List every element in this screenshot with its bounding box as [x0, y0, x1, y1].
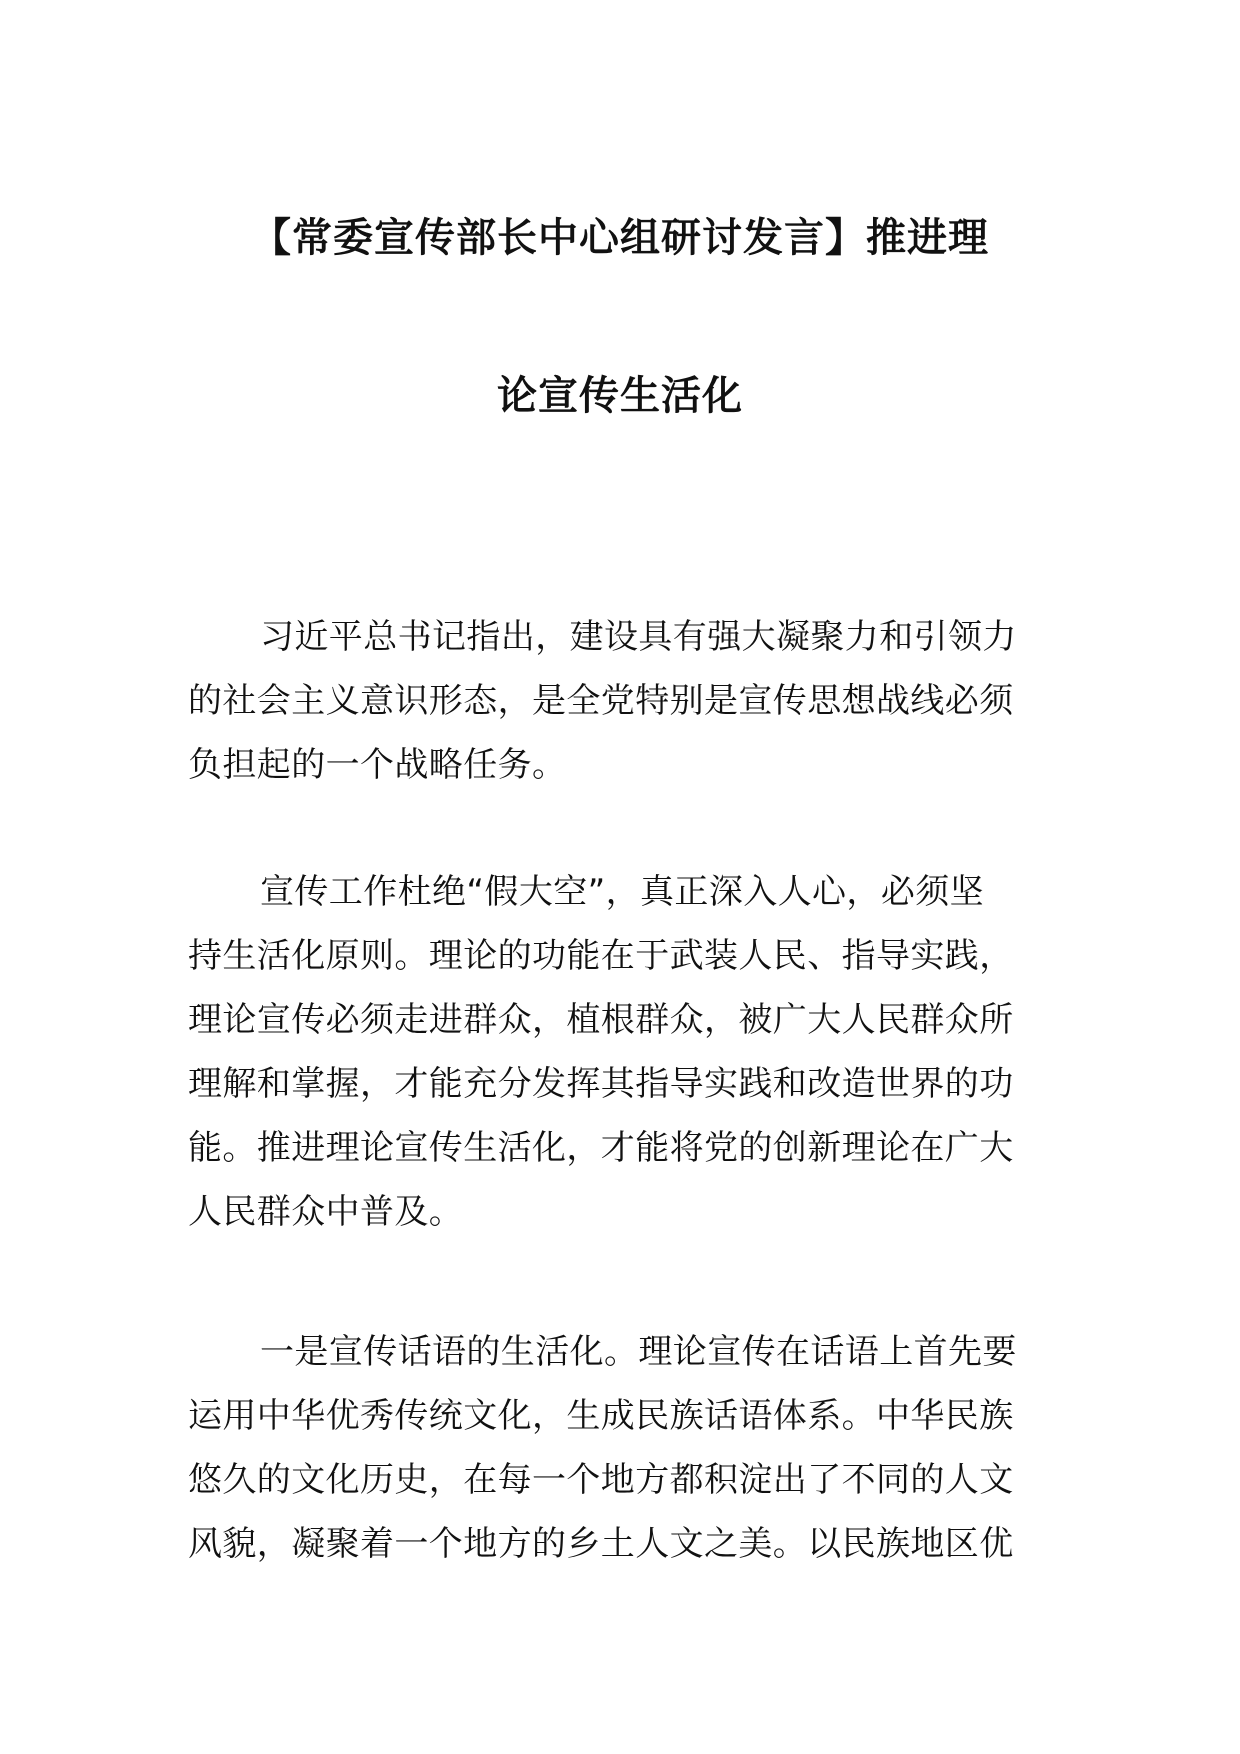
paragraph-line: 人民群众中普及。	[188, 1192, 464, 1232]
paragraph-line: 一是宣传话语的生活化。理论宣传在话语上首先要	[260, 1332, 1017, 1372]
paragraph-line: 风貌，凝聚着一个地方的乡土人文之美。以民族地区优	[188, 1524, 1014, 1564]
paragraph-line: 理论宣传必须走进群众，植根群众，被广大人民群众所	[188, 1000, 1014, 1040]
paragraph-line: 持生活化原则。理论的功能在于武装人民、指导实践，	[188, 936, 1014, 976]
paragraph-line: 宣传工作杜绝“假大空”，真正深入人心，必须坚	[260, 872, 985, 912]
paragraph-line: 的社会主义意识形态，是全党特别是宣传思想战线必须	[188, 681, 1014, 721]
paragraph-1	[188, 605, 1058, 797]
document-title-line-1: 【常委宣传部长中心组研讨发言】推进理	[251, 215, 989, 261]
paragraph-line: 理解和掌握，才能充分发挥其指导实践和改造世界的功	[188, 1064, 1014, 1104]
paragraph-3	[188, 1320, 1058, 1576]
paragraph-line: 悠久的文化历史，在每一个地方都积淀出了不同的人文	[188, 1460, 1014, 1500]
paragraph-line: 运用中华优秀传统文化，生成民族话语体系。中华民族	[188, 1396, 1014, 1436]
document-title-line-2: 论宣传生活化	[497, 373, 743, 419]
paragraph-line: 能。推进理论宣传生活化，才能将党的创新理论在广大	[188, 1128, 1014, 1168]
paragraph-line: 习近平总书记指出，建设具有强大凝聚力和引领力	[260, 617, 1017, 657]
paragraph-2	[188, 860, 1058, 1244]
paragraph-line: 负担起的一个战略任务。	[188, 745, 567, 785]
